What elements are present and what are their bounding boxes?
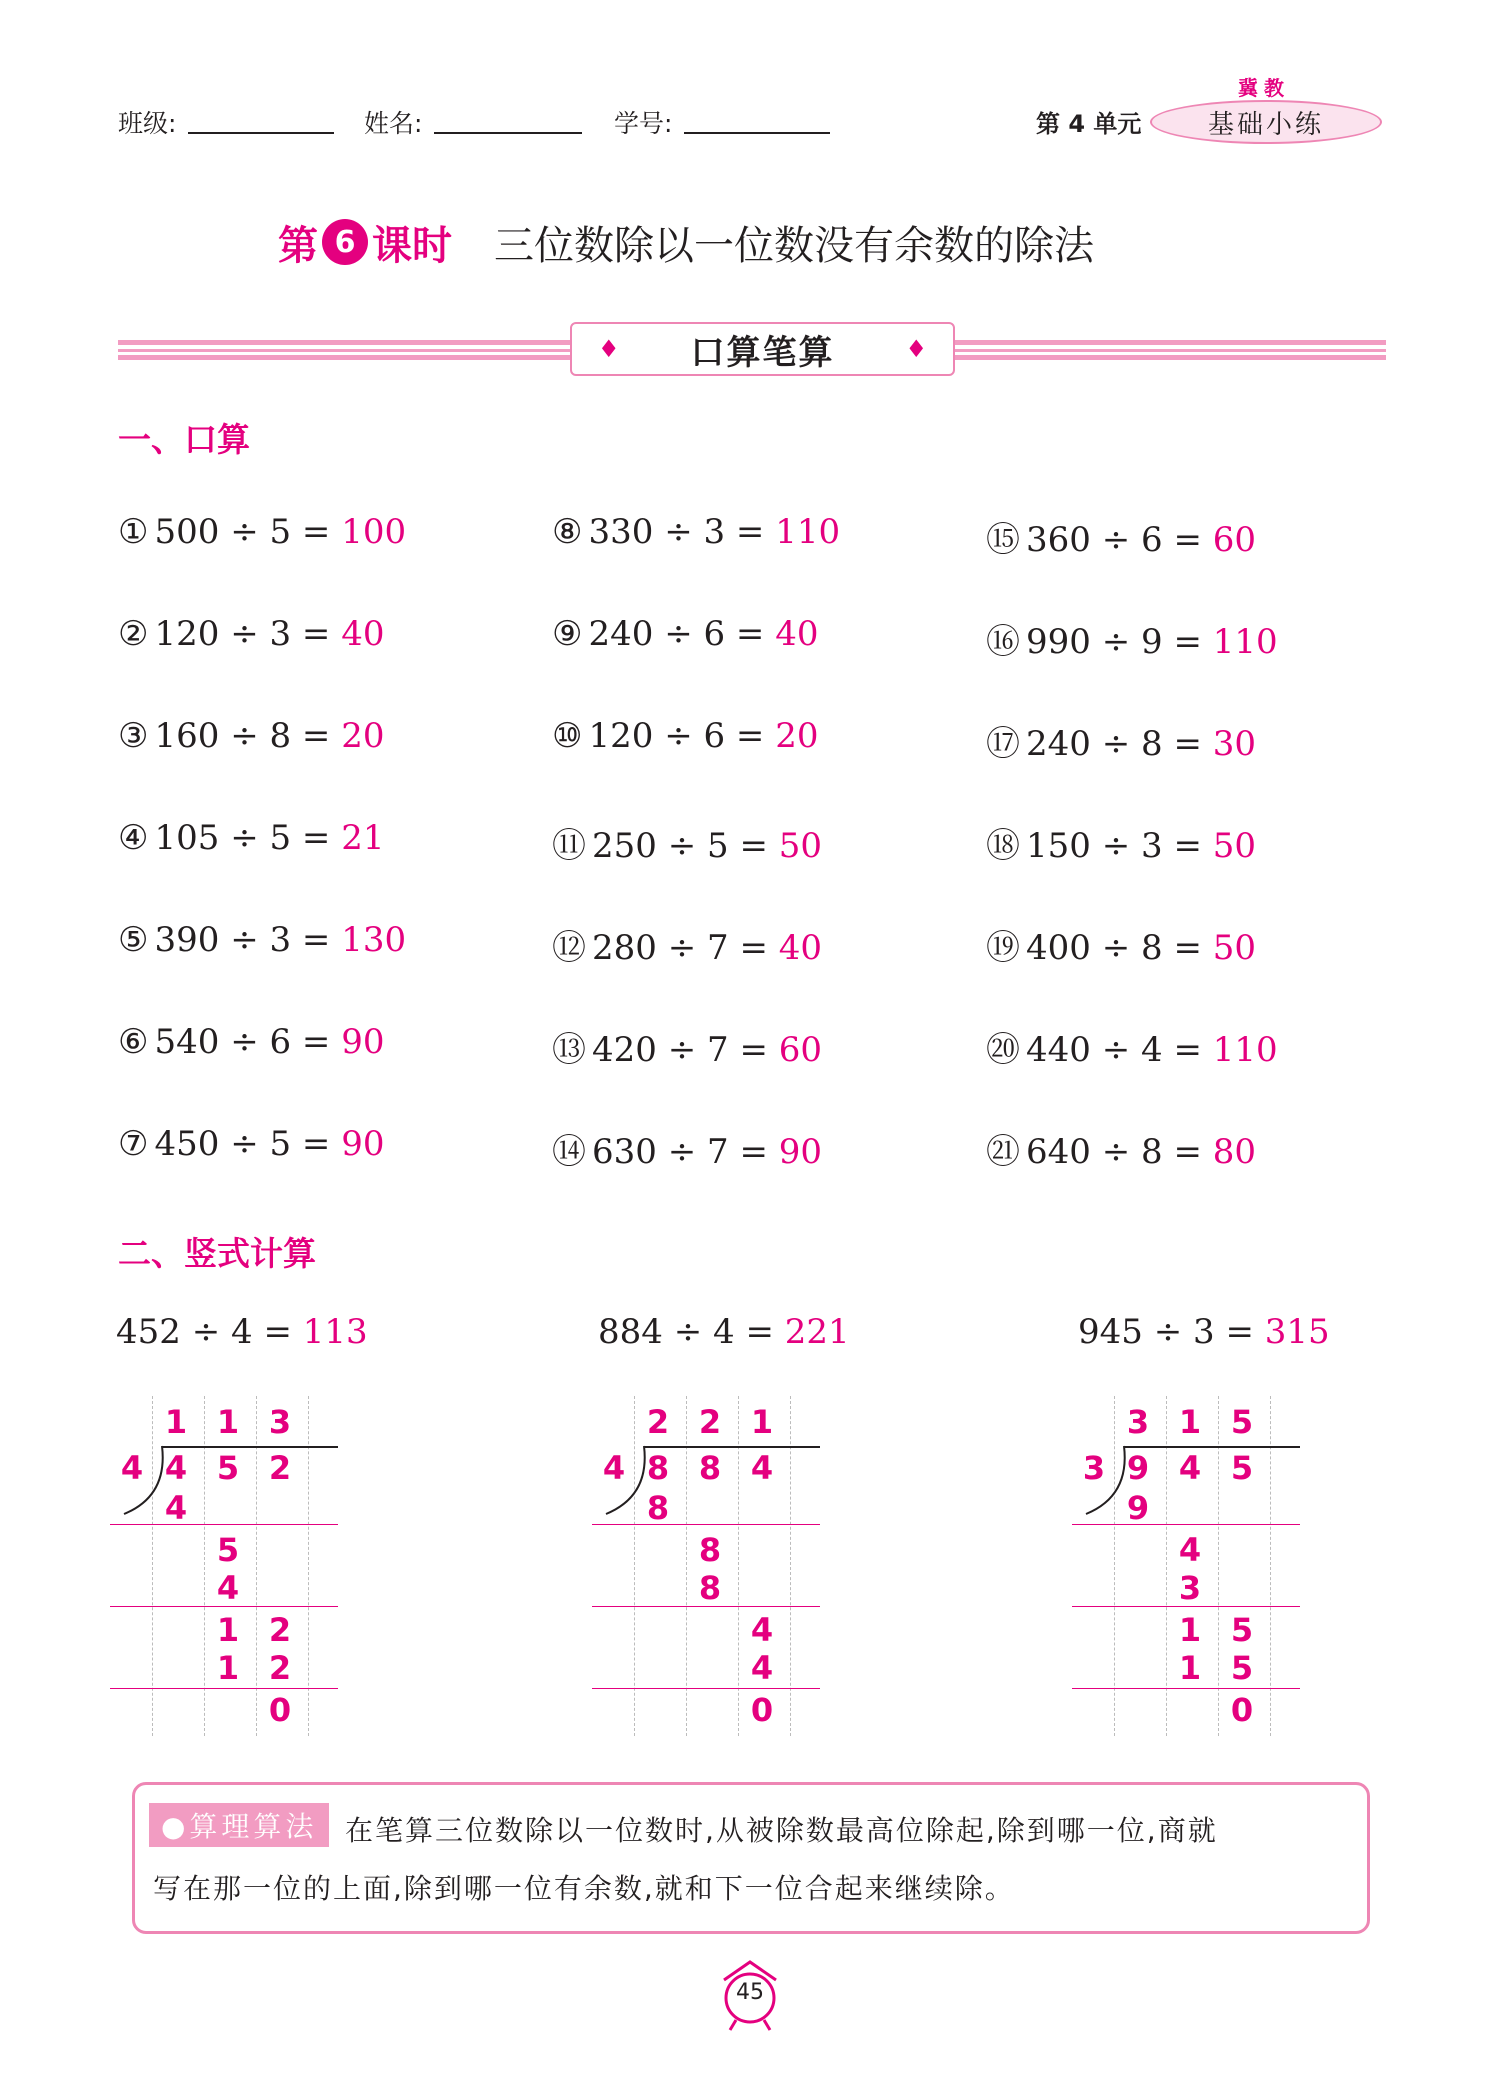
divisor-digit: 4 xyxy=(602,1449,626,1487)
working-digit: 1 xyxy=(216,1649,240,1687)
item-expression: 390 ÷ 3 = xyxy=(154,920,331,960)
lesson-prefix: 第 xyxy=(278,222,318,269)
oral-item xyxy=(986,614,1278,663)
page-number-badge xyxy=(716,1958,784,2032)
section-title-vertical: 二、竖式计算 xyxy=(118,1234,316,1273)
item-expression: 280 ÷ 7 = xyxy=(592,928,768,968)
item-answer[interactable]: 30 xyxy=(1212,724,1257,764)
oral-item xyxy=(118,818,385,858)
dividend-digit: 5 xyxy=(1230,1449,1254,1487)
diamond-icon: ♦ xyxy=(598,335,620,363)
oral-item xyxy=(986,716,1256,765)
working-digit: 1 xyxy=(1178,1649,1202,1687)
item-answer[interactable]: 40 xyxy=(778,928,823,968)
item-answer[interactable]: 100 xyxy=(341,512,407,552)
item-expression: 630 ÷ 7 = xyxy=(592,1132,768,1172)
quotient-digit: 5 xyxy=(1230,1403,1254,1441)
item-answer[interactable]: 50 xyxy=(1212,928,1257,968)
subtraction-line xyxy=(1072,1524,1300,1525)
working-digit: 0 xyxy=(750,1691,774,1729)
problem-expression: 452 ÷ 4 = xyxy=(116,1312,292,1352)
item-answer[interactable]: 40 xyxy=(775,614,819,654)
item-expression: 640 ÷ 8 = xyxy=(1026,1132,1202,1172)
item-index: ⑱ xyxy=(986,826,1020,866)
dividend-digit: 2 xyxy=(268,1449,292,1487)
dividend-digit: 8 xyxy=(698,1449,722,1487)
problem-answer[interactable]: 221 xyxy=(784,1312,850,1352)
method-tip-box xyxy=(132,1782,1370,1934)
item-index: ⑰ xyxy=(986,724,1020,764)
working-digit: 9 xyxy=(1126,1489,1150,1527)
oral-item xyxy=(986,818,1256,867)
vertical-problem xyxy=(598,1312,850,1352)
lesson-title: 三位数除以一位数没有余数的除法 xyxy=(494,222,1094,269)
oral-item xyxy=(118,614,385,654)
item-expression: 160 ÷ 8 = xyxy=(154,716,331,756)
item-index: ⑩ xyxy=(552,716,583,756)
oral-item xyxy=(118,512,406,552)
unit-label: 第 4 单元 xyxy=(1036,110,1142,138)
item-expression: 240 ÷ 6 = xyxy=(588,614,765,654)
tip-tag: ●算理算法 xyxy=(149,1803,329,1847)
subtraction-line xyxy=(110,1524,338,1525)
student-number-label: 学号: xyxy=(614,109,673,138)
name-blank[interactable] xyxy=(434,132,582,134)
quotient-digit: 1 xyxy=(216,1403,240,1441)
working-digit: 4 xyxy=(216,1569,240,1607)
item-expression: 330 ÷ 3 = xyxy=(588,512,765,552)
brand-publisher: 冀教 xyxy=(1238,76,1290,100)
tip-text-line-1: 在笔算三位数除以一位数时,从被除数最高位除起,除到哪一位,商就 xyxy=(345,1814,1218,1847)
quotient-digit: 1 xyxy=(750,1403,774,1441)
class-label: 班级: xyxy=(118,109,177,138)
working-digit: 1 xyxy=(1178,1611,1202,1649)
tip-text-line-2: 写在那一位的上面,除到哪一位有余数,就和下一位合起来继续除。 xyxy=(153,1872,1015,1905)
section-banner xyxy=(570,322,955,376)
section-title-oral: 一、口算 xyxy=(118,420,250,459)
item-answer[interactable]: 90 xyxy=(341,1124,385,1164)
oral-item xyxy=(552,920,822,969)
item-index: ④ xyxy=(118,818,149,858)
item-index: ⑪ xyxy=(552,826,586,866)
diamond-icon: ♦ xyxy=(905,335,927,363)
long-division-work xyxy=(110,1396,310,1736)
item-answer[interactable]: 110 xyxy=(1212,1030,1278,1070)
item-expression: 990 ÷ 9 = xyxy=(1026,622,1202,662)
item-answer[interactable]: 50 xyxy=(1212,826,1257,866)
working-digit: 4 xyxy=(750,1649,774,1687)
item-answer[interactable]: 90 xyxy=(341,1022,385,1062)
item-expression: 500 ÷ 5 = xyxy=(154,512,331,552)
dividend-digit: 4 xyxy=(1178,1449,1202,1487)
working-digit: 8 xyxy=(698,1531,722,1569)
quotient-digit: 1 xyxy=(164,1403,188,1441)
oral-item xyxy=(552,1124,822,1173)
item-expression: 150 ÷ 3 = xyxy=(1026,826,1202,866)
item-answer[interactable]: 20 xyxy=(341,716,385,756)
item-expression: 105 ÷ 5 = xyxy=(154,818,331,858)
working-digit: 8 xyxy=(698,1569,722,1607)
working-digit: 4 xyxy=(164,1489,188,1527)
working-digit: 5 xyxy=(216,1531,240,1569)
brand-logo xyxy=(1150,100,1382,144)
item-expression: 360 ÷ 6 = xyxy=(1026,520,1202,560)
page-number: 45 xyxy=(736,1980,764,2005)
problem-answer[interactable]: 315 xyxy=(1264,1312,1330,1352)
item-answer[interactable]: 110 xyxy=(775,512,841,552)
name-label: 姓名: xyxy=(364,109,423,138)
vertical-problem xyxy=(116,1312,368,1352)
dividend-digit: 9 xyxy=(1126,1449,1150,1487)
item-index: ⑨ xyxy=(552,614,583,654)
dividend-digit: 8 xyxy=(646,1449,670,1487)
item-index: ⑮ xyxy=(986,520,1020,560)
item-expression: 440 ÷ 4 = xyxy=(1026,1030,1202,1070)
problem-expression: 884 ÷ 4 = xyxy=(598,1312,774,1352)
item-expression: 120 ÷ 6 = xyxy=(588,716,765,756)
working-digit: 0 xyxy=(1230,1691,1254,1729)
oral-item xyxy=(986,1124,1256,1173)
lesson-number-badge: 6 xyxy=(322,219,368,265)
item-index: ㉑ xyxy=(986,1132,1020,1172)
divisor-digit: 3 xyxy=(1082,1449,1106,1487)
item-answer[interactable]: 110 xyxy=(1212,622,1278,662)
item-expression: 400 ÷ 8 = xyxy=(1026,928,1202,968)
oral-item xyxy=(986,512,1256,561)
lesson-suffix: 课时 xyxy=(372,222,452,269)
oral-item xyxy=(552,716,819,756)
item-expression: 120 ÷ 3 = xyxy=(154,614,331,654)
working-digit: 4 xyxy=(1178,1531,1202,1569)
long-division-work xyxy=(1072,1396,1272,1736)
item-index: ⑭ xyxy=(552,1132,586,1172)
item-expression: 250 ÷ 5 = xyxy=(592,826,768,866)
oral-item xyxy=(552,818,822,867)
item-index: ② xyxy=(118,614,149,654)
working-digit: 5 xyxy=(1230,1649,1254,1687)
working-digit: 2 xyxy=(268,1649,292,1687)
quotient-digit: 2 xyxy=(698,1403,722,1441)
item-expression: 450 ÷ 5 = xyxy=(154,1124,331,1164)
oral-item xyxy=(986,920,1256,969)
oral-item xyxy=(552,614,819,654)
item-answer[interactable]: 40 xyxy=(341,614,385,654)
oral-item xyxy=(118,1022,385,1062)
class-blank[interactable] xyxy=(188,132,334,134)
item-answer[interactable]: 21 xyxy=(341,818,385,858)
quotient-digit: 1 xyxy=(1178,1403,1202,1441)
item-expression: 540 ÷ 6 = xyxy=(154,1022,331,1062)
lesson-heading xyxy=(278,212,1094,272)
brand-name: 基础小练 xyxy=(1207,109,1324,140)
quotient-digit: 2 xyxy=(646,1403,670,1441)
dividend-digit: 4 xyxy=(750,1449,774,1487)
item-index: ⑫ xyxy=(552,928,586,968)
item-index: ⑬ xyxy=(552,1030,586,1070)
item-index: ① xyxy=(118,512,149,552)
item-index: ⑲ xyxy=(986,928,1020,968)
long-division-work xyxy=(592,1396,792,1736)
item-answer[interactable]: 20 xyxy=(775,716,819,756)
working-digit: 5 xyxy=(1230,1611,1254,1649)
item-index: ⑤ xyxy=(118,920,149,960)
quotient-digit: 3 xyxy=(268,1403,292,1441)
oral-item xyxy=(986,1022,1278,1071)
dividend-digit: 5 xyxy=(216,1449,240,1487)
oral-item xyxy=(118,920,406,960)
problem-expression: 945 ÷ 3 = xyxy=(1078,1312,1254,1352)
subtraction-line xyxy=(592,1688,820,1689)
subtraction-line xyxy=(1072,1688,1300,1689)
working-digit: 8 xyxy=(646,1489,670,1527)
working-digit: 3 xyxy=(1178,1569,1202,1607)
vertical-problem xyxy=(1078,1312,1330,1352)
item-index: ⑳ xyxy=(986,1030,1020,1070)
item-answer[interactable]: 80 xyxy=(1212,1132,1257,1172)
working-digit: 4 xyxy=(750,1611,774,1649)
oral-item xyxy=(552,1022,822,1071)
item-index: ③ xyxy=(118,716,149,756)
problem-answer[interactable]: 113 xyxy=(302,1312,368,1352)
working-digit: 0 xyxy=(268,1691,292,1729)
item-index: ⑥ xyxy=(118,1022,149,1062)
item-answer[interactable]: 130 xyxy=(341,920,407,960)
item-answer[interactable]: 50 xyxy=(778,826,823,866)
item-expression: 420 ÷ 7 = xyxy=(592,1030,768,1070)
item-answer[interactable]: 60 xyxy=(1212,520,1257,560)
item-index: ⑦ xyxy=(118,1124,149,1164)
subtraction-line xyxy=(110,1688,338,1689)
oral-item xyxy=(118,1124,385,1164)
item-answer[interactable]: 90 xyxy=(778,1132,823,1172)
item-answer[interactable]: 60 xyxy=(778,1030,823,1070)
item-index: ⑧ xyxy=(552,512,583,552)
quotient-digit: 3 xyxy=(1126,1403,1150,1441)
banner-title: 口算笔算 xyxy=(690,332,835,373)
item-expression: 240 ÷ 8 = xyxy=(1026,724,1202,764)
working-digit: 2 xyxy=(268,1611,292,1649)
working-digit: 1 xyxy=(216,1611,240,1649)
dividend-digit: 4 xyxy=(164,1449,188,1487)
student-number-blank[interactable] xyxy=(684,132,830,134)
oral-item xyxy=(552,512,840,552)
divisor-digit: 4 xyxy=(120,1449,144,1487)
subtraction-line xyxy=(592,1524,820,1525)
oral-item xyxy=(118,716,385,756)
item-index: ⑯ xyxy=(986,622,1020,662)
